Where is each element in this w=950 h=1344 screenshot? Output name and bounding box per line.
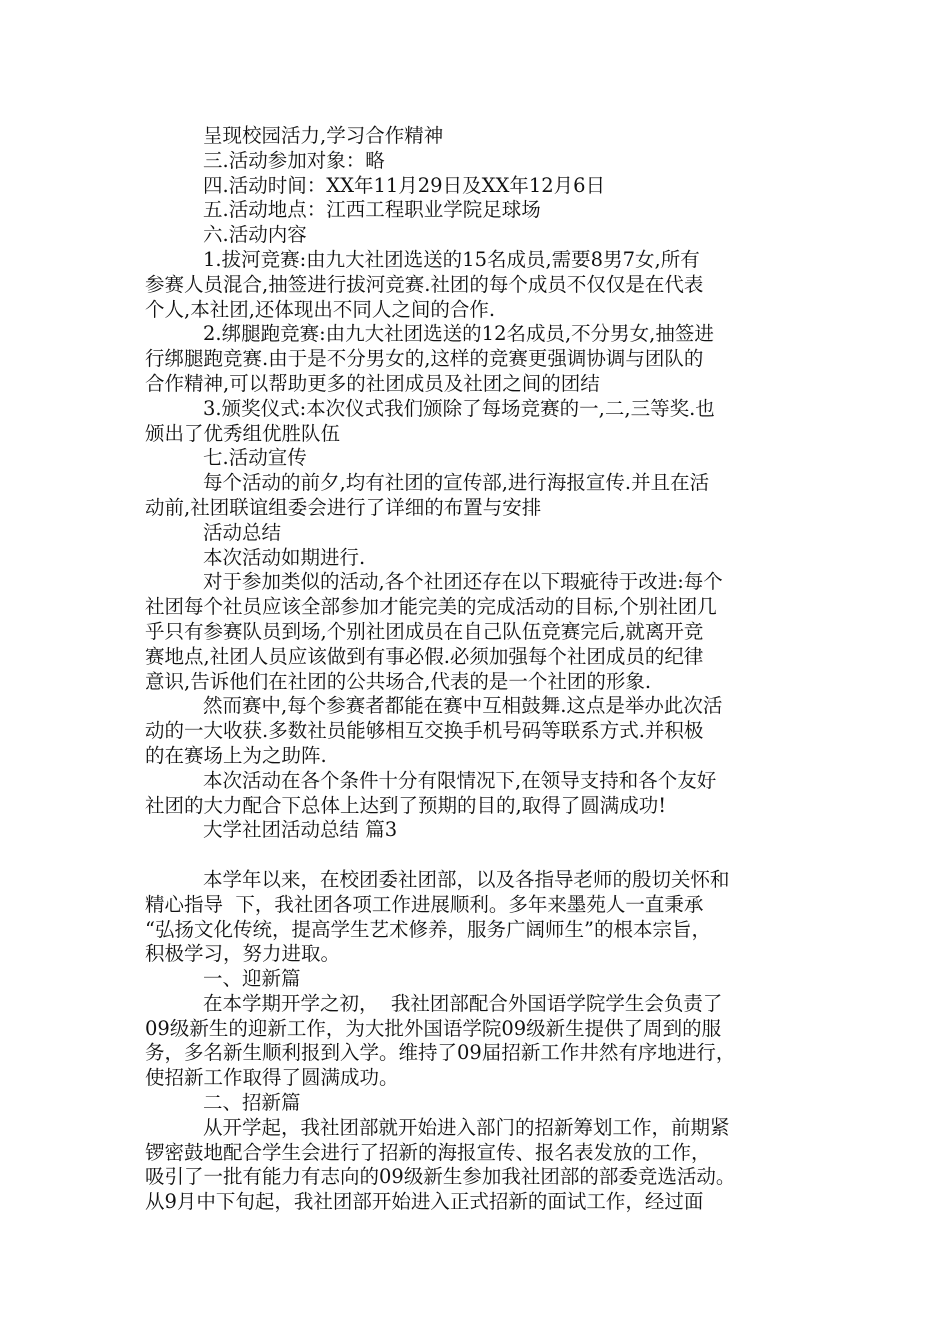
text-line: 吸引了一批有能力有志向的09级新生参加我社团部的部委竞选活动。	[145, 1165, 736, 1189]
text-line: 七.活动宣传	[203, 446, 307, 470]
text-line: 四.活动时间：XX年11月29日及XX年12月6日	[203, 173, 606, 197]
text-line: 积极学习，努力进取。	[145, 942, 341, 966]
text-line: 意识,告诉他们在社团的公共场合,代表的是一个社团的形象.	[145, 669, 652, 693]
text-line: 一、迎新篇	[203, 967, 301, 991]
text-line: 从开学起，我社团部就开始进入部门的招新筹划工作，前期紧	[203, 1115, 730, 1139]
text-line: 精心指导 下，我社团各项工作进展顺利。多年来墨苑人一直秉承	[145, 892, 704, 916]
text-line: 个人,本社团,还体现出不同人之间的合作.	[145, 297, 496, 321]
text-line: 本次活动如期进行.	[203, 545, 366, 569]
text-line: 参赛人员混合,抽签进行拔河竞赛.社团的每个成员不仅仅是在代表	[145, 272, 704, 296]
text-line: 合作精神,可以帮助更多的社团成员及社团之间的团结	[145, 371, 600, 395]
text-line: “弘扬文化传统，提高学生艺术修养，服务广阔师生”的根本宗旨，	[145, 917, 711, 941]
text-line: 呈现校园活力,学习合作精神	[203, 124, 444, 147]
text-line: 颁出了优秀组优胜队伍	[145, 421, 341, 445]
text-line: 动前,社团联谊组委会进行了详细的布置与安排	[145, 495, 542, 519]
text-line: 对于参加类似的活动,各个社团还存在以下瑕疵待于改进:每个	[203, 570, 723, 594]
text-line: 3.颁奖仪式:本次仪式我们颁除了每场竞赛的一,二,三等奖.也	[203, 396, 715, 420]
text-line: 务，多名新生顺利报到入学。维持了09届招新工作井然有序地进行，	[145, 1041, 736, 1065]
blank-line	[145, 843, 817, 868]
text-line: 社团每个社员应该全部参加才能完美的完成活动的目标,个别社团几	[145, 595, 717, 619]
text-line: 然而赛中,每个参赛者都能在赛中互相鼓舞.这点是举办此次活	[203, 694, 723, 718]
text-line: 活动总结	[203, 520, 282, 544]
text-line: 从9月中下旬起，我社团部开始进入正式招新的面试工作，经过面	[145, 1190, 704, 1214]
text-line: 每个活动的前夕,均有社团的宣传部,进行海报宣传.并且在活	[203, 471, 710, 495]
text-line: 大学社团活动总结 篇3	[203, 818, 398, 842]
text-line: 三.活动参加对象：略	[203, 148, 385, 172]
text-line: 赛地点,社团人员应该做到有事必假.必须加强每个社团成员的纪律	[145, 644, 704, 668]
text-line: 社团的大力配合下总体上达到了预期的目的,取得了圆满成功!	[145, 793, 667, 817]
text-line: 1.拔河竞赛:由九大社团选送的15名成员,需要8男7女,所有	[203, 247, 700, 271]
text-line: 乎只有参赛队员到场,个别社团成员在自己队伍竞赛完后,就离开竞	[145, 619, 704, 643]
text-line: 二、招新篇	[203, 1091, 301, 1115]
text-line: 在本学期开学之初， 我社团部配合外国语学院学生会负责了	[203, 991, 723, 1015]
text-line: 五.活动地点：江西工程职业学院足球场	[203, 198, 541, 222]
text-line: 09级新生的迎新工作，为大批外国语学院09级新生提供了周到的服	[145, 1016, 722, 1040]
text-line: 行绑腿跑竞赛.由于是不分男女的,这样的竞赛更强调协调与团队的	[145, 347, 704, 371]
text-line: 六.活动内容	[203, 223, 307, 247]
text-line: 动的一大收获.多数社员能够相互交换手机号码等联系方式.并积极	[145, 719, 704, 743]
text-line: 使招新工作取得了圆满成功。	[145, 1066, 399, 1090]
text-line: 2.绑腿跑竞赛:由九大社团选送的12名成员,不分男女,抽签进	[203, 322, 714, 346]
text-line: 本学年以来，在校团委社团部，以及各指导老师的殷切关怀和	[203, 867, 730, 891]
document-body	[145, 124, 817, 1215]
text-line: 本次活动在各个条件十分有限情况下,在领导支持和各个友好	[203, 768, 717, 792]
text-line: 的在赛场上为之助阵.	[145, 743, 327, 767]
text-line: 锣密鼓地配合学生会进行了招新的海报宣传、报名表发放的工作，	[145, 1140, 711, 1164]
